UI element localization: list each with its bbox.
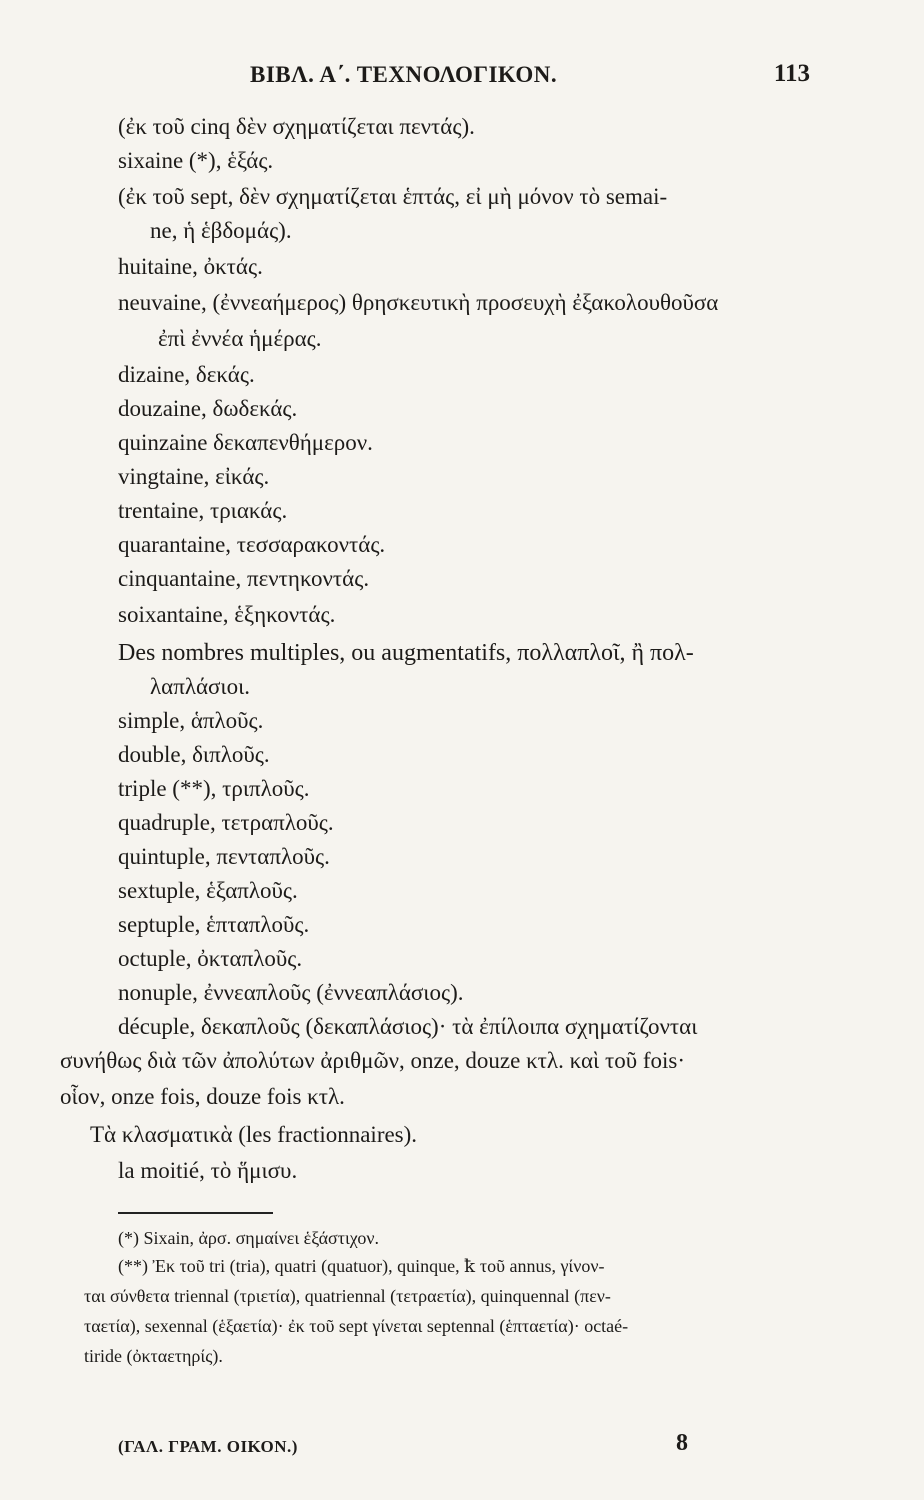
text-line: dizaine, δεκάς. [118,362,255,387]
footnote-divider [118,1212,273,1214]
text-line: soixantaine, ἑξηκοντάς. [118,602,336,627]
text-line: οἷον, onze fois, douze fois κτλ. [60,1084,345,1109]
footnote-line: tiride (ὀκταετηρίς). [84,1346,223,1366]
text-line: douzaine, δωδεκάς. [118,396,298,421]
text-line: octuple, ὀκταπλοῦς. [118,946,303,971]
text-line: λαπλάσιοι. [150,674,251,699]
text-line: συνήθως διὰ τῶν ἀπολύτων ἀριθμῶν, onze, douze κτλ. καὶ τοῦ fois· [60,1048,685,1073]
text-line: sextuple, ἑξαπλοῦς. [118,878,298,903]
text-line: sixaine (*), ἑξάς. [118,148,274,173]
text-line: quintuple, πενταπλοῦς. [118,844,330,869]
text-line: quarantaine, τεσσαρακοντάς. [118,532,386,557]
page-number: 113 [773,60,810,87]
text-line: (ἐκ τοῦ sept, δὲν σχηματίζεται ἑπτάς, εἰ μὴ μόνον τὸ semai- [118,184,668,209]
text-line: vingtaine, εἰκάς. [118,464,270,489]
text-line: ἐπὶ ἐννέα ἡμέρας. [158,326,322,351]
text-line: quadruple, τετραπλοῦς. [118,810,334,835]
footnote-line: ται σύνθετα triennal (τριετία), quatriennal (τετραετία), quinquennal (πεν- [84,1286,611,1306]
text-line: la moitié, τὸ ἥμισυ. [118,1158,298,1183]
text-line: simple, ἁπλοῦς. [118,708,264,733]
text-line: (ἐκ τοῦ cinq δὲν σχηματίζεται πεντάς). [118,114,475,139]
text-line: nonuple, ἐννεαπλοῦς (ἐννεαπλάσιος). [118,980,464,1005]
text-line: septuple, ἑπταπλοῦς. [118,912,310,937]
text-line: Des nombres multiples, ou augmentatifs, πολλαπλοῖ, ἢ πολ- [118,640,694,666]
text-line: Τὰ κλασματικὰ (les fractionnaires). [90,1122,418,1147]
text-line: ne, ἡ ἑβδομάς). [150,218,292,243]
footnote-line: ταετία), sexennal (ἑξαετία)· ἐκ τοῦ sept γίνεται septennal (ἑπταετία)· octaé- [84,1316,629,1336]
text-line: neuvaine, (ἐννεαήμερος) θρησκευτικὴ προσευχὴ ἐξακολουθοῦσα [118,290,719,315]
text-line: cinquantaine, πεντηκοντάς. [118,566,370,591]
text-line: double, διπλοῦς. [118,742,270,767]
running-head: ΒΙΒΛ. Α΄. ΤΕΧΝΟΛΟΓΙΚΟΝ. [250,62,558,87]
text-line: trentaine, τριακάς. [118,498,288,523]
text-line: décuple, δεκαπλοῦς (δεκαπλάσιος)· τὰ ἐπίλοιπα σχηματίζονται [118,1014,698,1039]
page-header [250,60,810,96]
text-line: huitaine, ὀκτάς. [118,254,263,279]
footnote-line: (**) Ἐκ τοῦ tri (tria), quatri (quatuor), quinque, ꝁ τοῦ annus, γίνον- [118,1256,605,1276]
text-line: quinzaine δεκαπενθήμερον. [118,430,373,455]
text-line: triple (**), τριπλοῦς. [118,776,310,801]
printer-signature: (ΓΑΛ. ΓΡΑΜ. ΟΙΚΟΝ.) [118,1437,298,1456]
footnote-line: (*) Sixain, ἀρσ. σημαίνει ἑξάστιχον. [118,1228,380,1248]
sheet-number: 8 [676,1430,688,1456]
